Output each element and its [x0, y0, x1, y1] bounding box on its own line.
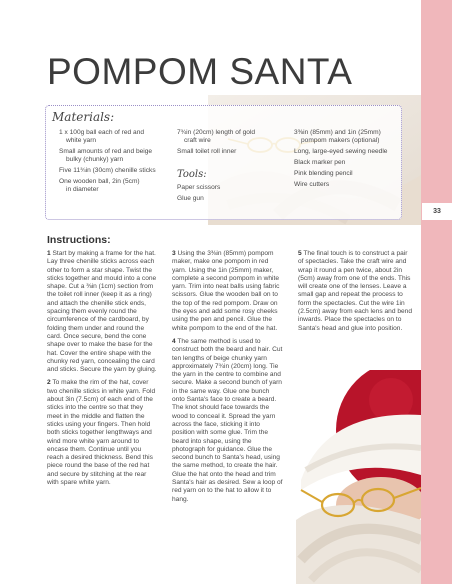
step-3: 3 Using the 3⅜in (85mm) pompom maker, make one pompom in red yarn. Using the 1in (25mm) maker, complete a second pompom in white yarn. Trim into neat balls using fabric scissors. Glue the wooden ball on to the top of the red pompom. Draw on the eyes and add some rosy cheeks using the pen and pencil. Glue the white pompom to the end of the hat.	[172, 250, 280, 332]
tools-heading: Tools:	[177, 169, 207, 180]
step-2: 2 To make the rim of the hat, cover two chenille sticks in white yarn. Fold about 3in (7.5cm) of each end of the sticks into the centre so that they meet in the middle and flatten the sticks using your fingers. Then hold both sticks together lengthways and wind more white yarn around to encase them. Continue until you reach a desired thickness. Bend this piece round the base of the red hat and secure by stitching at the rear with spare white yarn.	[47, 379, 156, 487]
instructions-column-1	[47, 250, 159, 492]
material-item: Pink blending pencil	[294, 170, 353, 177]
material-item: Small amounts of red and beige bulky (chunky) yarn	[59, 148, 153, 163]
side-color-tab	[421, 0, 452, 584]
step-1: 1 Start by making a frame for the hat. Lay three chenille sticks across each other to form a star shape. Twist the sticks together and mould into a cone shape. Cut a ⅜in (1cm) section from the toilet roll inner (keep it as a ring) and attach the chenille stick ends, spacing them evenly round the circumference of the cardboard, by folding them under and round the card. Once secure, bend the cone shape over to make the base for the hat. Cover the entire shape with the chunky red yarn, concealing the card and sticks. Secure the yarn by gluing.	[47, 250, 157, 374]
material-item: Wire cutters	[294, 181, 330, 188]
materials-list-1	[59, 129, 171, 197]
santa-photo	[296, 370, 421, 584]
instructions-heading: Instructions:	[47, 234, 111, 246]
material-item: 7¾in (20cm) length of gold craft wire	[177, 129, 256, 144]
material-item: 1 x 100g ball each of red and white yarn	[59, 129, 145, 144]
material-item: Small toilet roll inner	[177, 148, 237, 155]
material-item: Black marker pen	[294, 159, 346, 166]
materials-list-3	[294, 129, 399, 192]
tool-item: Paper scissors	[177, 184, 221, 191]
tools-list	[177, 184, 277, 206]
instructions-column-2	[172, 250, 284, 509]
material-item: One wooden ball, 2in (5cm) in diameter	[59, 178, 140, 193]
tool-item: Glue gun	[177, 195, 204, 202]
material-item: 3⅜in (85mm) and 1in (25mm) pompom makers (optional)	[294, 129, 381, 144]
materials-heading: Materials:	[52, 110, 115, 124]
material-item: Five 11¾in (30cm) chenille sticks	[59, 167, 156, 174]
step-5: 5 The final touch is to construct a pair of spectacles. Take the craft wire and wrap it round a pen twice, about 2in (5cm) away from one of the ends. This will create one of the lenses. Leave a small gap and repeat the process to form the spectacles. Cut the wire 1in (2.5cm) away from each lens and bend inwards. Place the spectacles on to Santa's head and glue into position.	[298, 250, 412, 332]
step-4: 4 The same method is used to construct both the beard and hair. Cut ten lengths of beige chunky yarn approximately 7¾in (20cm) long. Tie the yarn in the centre to combine and secure. Make a second bunch of yarn in the same way. Glue one bunch onto Santa's face to create a beard. The knot should face towards the wood to conceal it. Spread the yarn across the face, sticking it into position with some glue. Trim the beard into shape, using the photograph for guidance. Glue the second bunch to Santa's head, using the same method, to create the hair. Glue the hat onto the head and trim Santa's hair as desired. Sew a loop of red yarn on to the hat to allow it to hang.	[172, 337, 283, 503]
material-item: Long, large-eyed sewing needle	[294, 148, 388, 155]
page-number: 33	[422, 203, 452, 220]
page-title: POMPOM SANTA	[47, 51, 353, 92]
materials-list-2	[177, 129, 277, 159]
instructions-column-3	[298, 250, 414, 338]
